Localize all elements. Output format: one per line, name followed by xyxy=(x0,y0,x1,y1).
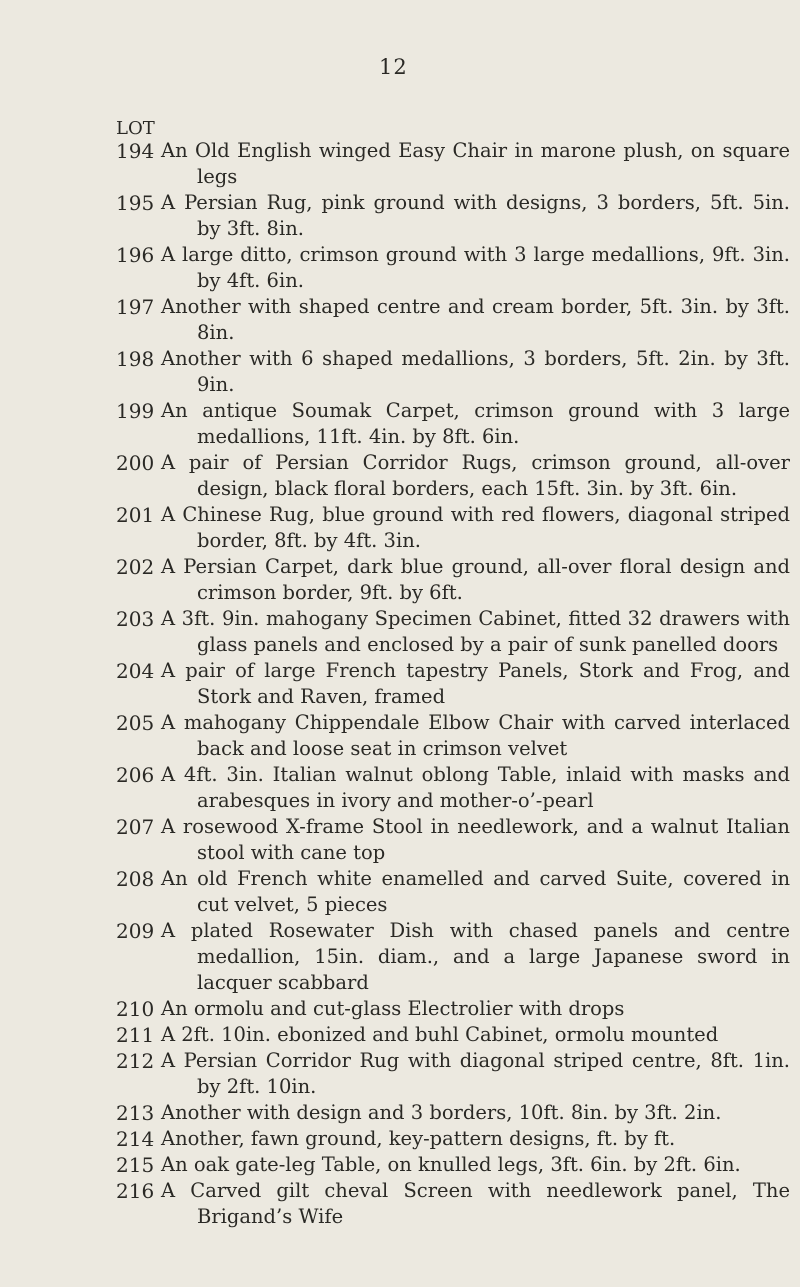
lot-description: An oak gate-leg Table, on knulled legs, 3ft. 6in. by 2ft. 6in. xyxy=(161,1153,741,1176)
lot-description: An antique Soumak Carpet, crimson ground with 3 large medallions, 11ft. 4in. by 8ft. 6in. xyxy=(161,399,790,448)
lot-number: 195 xyxy=(116,191,155,215)
lot-description: An old French white enamelled and carved Suite, covered in cut velvet, 5 pieces xyxy=(161,867,790,916)
lot-description: An ormolu and cut-glass Electrolier with drops xyxy=(161,997,625,1020)
lot-number: 207 xyxy=(116,815,155,839)
lot-entry xyxy=(116,1178,796,1230)
lot-entry xyxy=(116,138,796,190)
lot-entry xyxy=(116,918,796,996)
lot-entry xyxy=(116,554,796,606)
lot-description: A Persian Rug, pink ground with designs, 3 borders, 5ft. 5in. by 3ft. 8in. xyxy=(161,191,790,240)
lot-number: 204 xyxy=(116,659,155,683)
lot-description: Another, fawn ground, key-pattern designs, ft. by ft. xyxy=(161,1127,676,1150)
lot-entry xyxy=(116,762,796,814)
lot-number: 196 xyxy=(116,243,155,267)
lot-number: 208 xyxy=(116,867,155,891)
lot-number: 201 xyxy=(116,503,155,527)
lot-description: A Carved gilt cheval Screen with needlework panel, The Brigand’s Wife xyxy=(161,1179,790,1228)
lot-number: 216 xyxy=(116,1179,155,1203)
lot-number: 194 xyxy=(116,139,155,163)
lot-entry xyxy=(116,658,796,710)
lot-description: An Old English winged Easy Chair in marone plush, on square legs xyxy=(161,139,790,188)
lot-description: A rosewood X-frame Stool in needlework, and a walnut Italian stool with cane top xyxy=(161,815,790,864)
lot-entry xyxy=(116,346,796,398)
lot-number: 206 xyxy=(116,763,155,787)
lot-description: A Persian Carpet, dark blue ground, all-over floral design and crimson border, 9ft. by 6ft. xyxy=(161,555,790,604)
lot-description: A large ditto, crimson ground with 3 large medallions, 9ft. 3in. by 4ft. 6in. xyxy=(161,243,790,292)
lot-description: Another with 6 shaped medallions, 3 borders, 5ft. 2in. by 3ft. 9in. xyxy=(161,347,790,396)
page-number: 12 xyxy=(379,55,408,79)
lot-description: A Chinese Rug, blue ground with red flowers, diagonal striped border, 8ft. by 4ft. 3in. xyxy=(161,503,790,552)
lot-entry xyxy=(116,1126,796,1152)
lot-entry xyxy=(116,190,796,242)
lot-number: 212 xyxy=(116,1049,155,1073)
lot-number: 203 xyxy=(116,607,155,631)
lot-description: A Persian Corridor Rug with diagonal striped centre, 8ft. 1in. by 2ft. 10in. xyxy=(161,1049,790,1098)
lot-description: A 2ft. 10in. ebonized and buhl Cabinet, ormolu mounted xyxy=(161,1023,719,1046)
lot-entry xyxy=(116,242,796,294)
lot-description: A pair of Persian Corridor Rugs, crimson ground, all-over design, black floral borders, each 15ft. 3in. by 3ft. 6in. xyxy=(161,451,790,500)
lot-number: 214 xyxy=(116,1127,155,1151)
lot-number: 205 xyxy=(116,711,155,735)
lot-number: 202 xyxy=(116,555,155,579)
lot-number: 199 xyxy=(116,399,155,423)
lot-description: A pair of large French tapestry Panels, Stork and Frog, and Stork and Raven, framed xyxy=(161,659,790,708)
lot-description: A plated Rosewater Dish with chased panels and centre medallion, 15in. diam., and a large Japanese sword in lacquer scabbard xyxy=(161,919,790,994)
lot-description: Another with design and 3 borders, 10ft. 8in. by 3ft. 2in. xyxy=(161,1101,722,1124)
lot-entry xyxy=(116,1100,796,1126)
lot-number: 213 xyxy=(116,1101,155,1125)
lot-entry xyxy=(116,294,796,346)
lot-number: 215 xyxy=(116,1153,155,1177)
lot-entry xyxy=(116,710,796,762)
lot-entry xyxy=(116,996,796,1022)
lot-number: 211 xyxy=(116,1023,155,1047)
lot-entry xyxy=(116,398,796,450)
lot-column-header: LOT xyxy=(116,118,155,139)
lot-entry xyxy=(116,1022,796,1048)
lot-entry xyxy=(116,1152,796,1178)
lot-entry xyxy=(116,814,796,866)
lot-number: 210 xyxy=(116,997,155,1021)
lot-entry xyxy=(116,502,796,554)
lot-description: A 3ft. 9in. mahogany Specimen Cabinet, fitted 32 drawers with glass panels and enclosed by a pair of sunk panelled doors xyxy=(161,607,790,656)
lot-number: 200 xyxy=(116,451,155,475)
lot-entry xyxy=(116,1048,796,1100)
lot-number: 197 xyxy=(116,295,155,319)
lot-list xyxy=(116,138,796,1230)
lot-number: 209 xyxy=(116,919,155,943)
lot-description: Another with shaped centre and cream border, 5ft. 3in. by 3ft. 8in. xyxy=(161,295,790,344)
lot-entry xyxy=(116,450,796,502)
lot-description: A 4ft. 3in. Italian walnut oblong Table, inlaid with masks and arabesques in ivory and mother-o’-pearl xyxy=(161,763,790,812)
lot-entry xyxy=(116,606,796,658)
lot-description: A mahogany Chippendale Elbow Chair with carved interlaced back and loose seat in crimson velvet xyxy=(161,711,790,760)
lot-entry xyxy=(116,866,796,918)
lot-number: 198 xyxy=(116,347,155,371)
